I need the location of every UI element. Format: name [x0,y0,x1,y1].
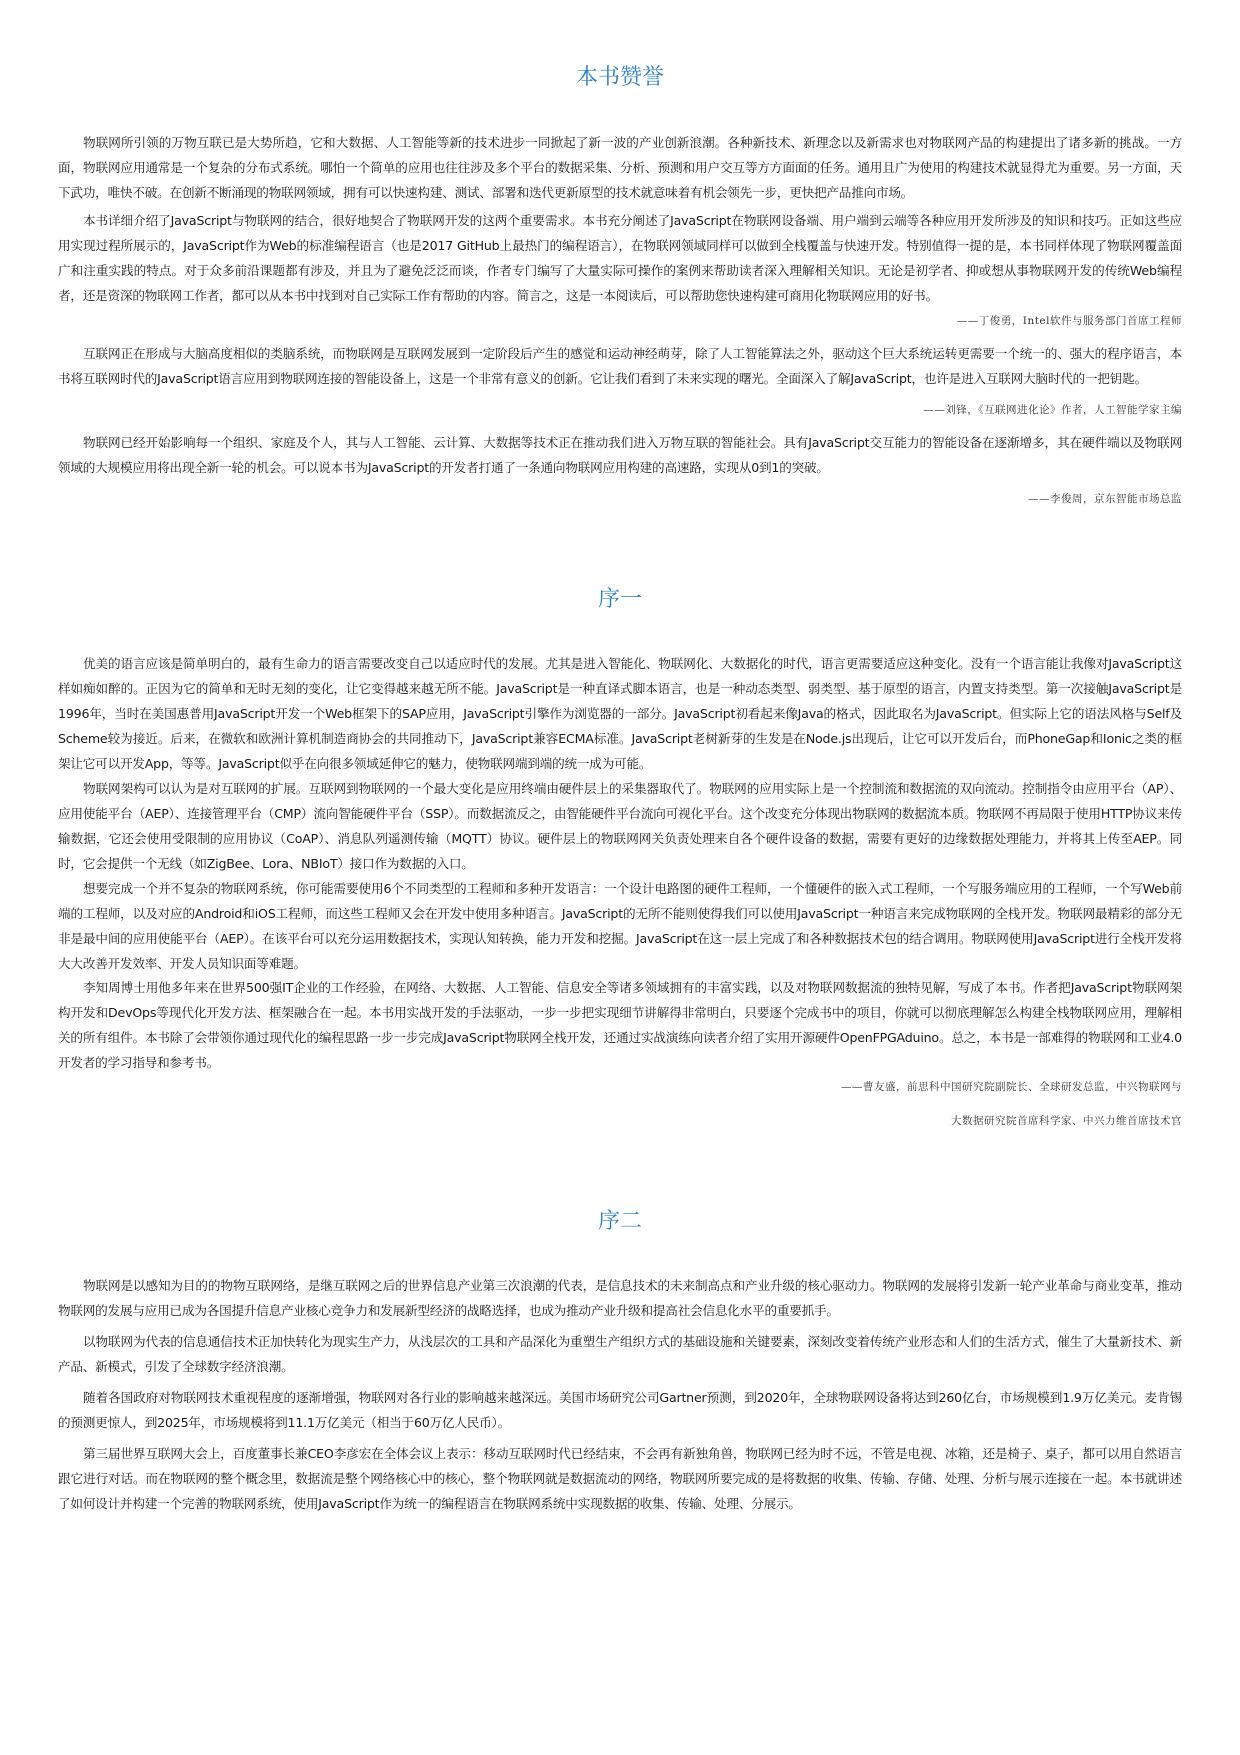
preface2-paragraph-1: 物联网是以感知为目的的物物互联网络，是继互联网之后的世界信息产业第三次浪潮的代表，是信息技术的未来制高点和产业升级的核心驱动力。物联网的发展将引发新一轮产业革命与商业变革，推动物联网的发展与应用已成为各国提升信息产业核心竞争力和发展新型经济的战略选择，也成为推动产业升级和提高社会信息化水平的重要抓手。 [58,1278,1182,1318]
praise-paragraph-3: 互联网正在形成与大脑高度相似的类脑系统，而物联网是互联网发展到一定阶段后产生的感觉和运动神经萌芽，除了人工智能算法之外，驱动这个巨大系统运转更需要一个统一的、强大的程序语言，本书将互联网时代的JavaScript语言应用到物联网连接的智能设备上，这是一个非常有意义的创新。它让我们看到了未来实现的曙光。全面深入了解JavaScript，也许是进入互联网大脑时代的一把钥匙。 [58,346,1182,386]
praise-paragraph-1: 物联网所引领的万物互联已是大势所趋，它和大数据、人工智能等新的技术进步一同掀起了新一波的产业创新浪潮。各种新技术、新理念以及新需求也对物联网产品的构建提出了诸多新的挑战。一方面，物联网应用通常是一个复杂的分布式系统。哪怕一个简单的应用也往往涉及多个平台的数据采集、分析、预测和用户交互等方方面面的任务。通用且广为使用的构建技术就显得尤为重要。另一方面，天下武功，唯快不破。在创新不断涌现的物联网领域，拥有可以快速构建、测试、部署和迭代更新原型的技术就意味着有机会领先一步，更快把产品推向市场。 [58,135,1182,200]
praise-paragraph-4: 物联网已经开始影响每一个组织、家庭及个人，其与人工智能、云计算、大数据等技术正在推动我们进入万物互联的智能社会。具有JavaScript交互能力的智能设备在逐渐增多，其在硬件端以及物联网领域的大规模应用将出现全新一轮的机会。可以说本书为JavaScript的开发者打通了一条通向物联网应用构建的高速路，实现从0到1的突破。 [58,435,1182,475]
preface1-signature-line-1: ——曹友盛，前思科中国研究院副院长、全球研发总监，中兴物联网与 [841,1081,1182,1093]
preface1-paragraph-1: 优美的语言应该是简单明白的，最有生命力的语言需要改变自己以适应时代的发展。尤其是进入智能化、物联网化、大数据化的时代，语言更需要适应这种变化。没有一个语言能让我像对JavaScript这样如痴如醉的。正因为它的简单和无时无刻的变化，让它变得越来越无所不能。JavaScript是一种直译式脚本语言，也是一种动态类型、弱类型、基于原型的语言，内置支持类型。第一次接触JavaScript是1996年，当时在美国惠普用JavaScript开发一个Web框架下的SAP应用，JavaScript引擎作为浏览器的一部分。JavaScript初看起来像Java的格式，因此取名为JavaScript。但实际上它的语法风格与Self及Scheme较为接近。后来，在微软和欧洲计算机制造商协会的共同推动下，JavaScript兼容ECMA标准。JavaScript老树新芽的生发是在Node.js出现后，让它可以开发后台，而PhoneGap和Ionic之类的框架让它可以开发App，等等。JavaScript似乎在向很多领域延伸它的魅力，使物联网端到端的统一成为可能。 [58,656,1182,771]
preface2-paragraph-4: 第三届世界互联网大会上，百度董事长兼CEO李彦宏在全体会议上表示：移动互联网时代已经结束，不会再有新独角兽，物联网已经为时不远，不管是电视、冰箱，还是椅子、桌子，都可以用自然语言跟它进行对话。而在物联网的整个概念里，数据流是整个网络核心中的核心，整个物联网就是数据流动的网络，物联网所要完成的是将数据的收集、传输、存储、处理、分析与展示连接在一起。本书就讲述了如何设计并构建一个完善的物联网系统，使用JavaScript作为统一的编程语言在物联网系统中实现数据的收集、传输、处理、分展示。 [58,1446,1182,1511]
praise-title: 本书赞誉 [575,65,664,90]
preface1-paragraph-3: 想要完成一个并不复杂的物联网系统，你可能需要使用6个不同类型的工程师和多种开发语言：一个设计电路图的硬件工程师，一个懂硬件的嵌入式工程师，一个写服务端应用的工程师，一个写Web前端的工程师，以及对应的Android和iOS工程师，而这些工程师又会在开发中使用多种语言。JavaScript的无所不能则使得我们可以使用JavaScript一种语言来完成物联网的全栈开发。物联网最精彩的部分无非是最中间的应用使能平台（AEP）。在该平台可以充分运用数据技术，实现认知转换，能力开发和挖掘。JavaScript在这一层上完成了和各种数据技术包的结合调用。物联网使用JavaScript进行全栈开发将大大改善开发效率、开发人员知识面等难题。 [58,881,1182,971]
preface1-paragraph-2: 物联网架构可以认为是对互联网的扩展。互联网到物联网的一个最大变化是应用终端由硬件层上的采集器取代了。物联网的应用实际上是一个控制流和数据流的双向流动。控制指令由应用平台（AP）、应用使能平台（AEP）、连接管理平台（CMP）流向智能硬件平台（SSP）。而数据流反之，由智能硬件平台流向可视化平台。这个改变充分体现出物联网的数据流本质。物联网不再局限于使用HTTP协议来传输数据，它还会使用受限制的应用协议（CoAP）、消息队列遥测传输（MQTT）协议。硬件层上的物联网网关负责处理来自各个硬件设备的数据，需要有更好的边缘数据处理能力，并将其上传至AEP。同时，它会提供一个无线（如ZigBee、Lora、NBIoT）接口作为数据的入口。 [58,781,1182,871]
praise-signature-1: ——丁俊勇，Intel软件与服务部门首席工程师 [956,315,1182,327]
preface2-paragraph-3: 随着各国政府对物联网技术重视程度的逐渐增强，物联网对各行业的影响越来越深远。美国市场研究公司Gartner预测，到2020年，全球物联网设备将达到260亿台，市场规模到1.9万亿美元。麦肯锡的预测更惊人，到2025年，市场规模将到11.1万亿美元（相当于60万亿人民币）。 [58,1390,1182,1430]
praise-signature-2: ——刘锋，《互联网进化论》作者，人工智能学家主编 [923,404,1182,416]
preface2-title: 序二 [597,1209,642,1234]
praise-paragraph-2: 本书详细介绍了JavaScript与物联网的结合，很好地契合了物联网开发的这两个重要需求。本书充分阐述了JavaScript在物联网设备端、用户端到云端等各种应用开发所涉及的知识和技巧。正如这些应用实现过程所展示的，JavaScript作为Web的标准编程语言（也是2017 GitHub上最热门的编程语言），在物联网领域同样可以做到全栈覆盖与快速开发。特别值得一提的是，本书同样体现了物联网覆盖面广和注重实践的特点。对于众多前沿课题都有涉及，并且为了避免泛泛而谈，作者专门编写了大量实际可操作的案例来帮助读者深入理解相关知识。无论是初学者、抑或想从事物联网开发的传统Web编程者，还是资深的物联网工作者，都可以从本书中找到对自己实际工作有帮助的内容。简言之，这是一本阅读后，可以帮助您快速构建可商用化物联网应用的好书。 [58,213,1182,303]
preface1-title: 序一 [597,587,642,612]
preface2-paragraph-2: 以物联网为代表的信息通信技术正加快转化为现实生产力，从浅层次的工具和产品深化为重塑生产组织方式的基础设施和关键要素，深刻改变着传统产业形态和人们的生活方式，催生了大量新技术、新产品、新模式，引发了全球数字经济浪潮。 [58,1334,1182,1374]
preface1-paragraph-4: 李知周博士用他多年来在世界500强IT企业的工作经验，在网络、大数据、人工智能、信息安全等诸多领域拥有的丰富实践，以及对物联网数据流的独特见解，写成了本书。作者把JavaScript物联网架构开发和DevOps等现代化开发方法、框架融合在一起。本书用实战开发的手法驱动，一步一步把实现细节讲解得非常明白，只要逐个完成书中的项目，你就可以彻底理解怎么构建全栈物联网应用，理解相关的所有组件。本书除了会带领你通过现代化的编程思路一步一步完成JavaScript物联网全栈开发，还通过实战演练向读者介绍了实用开源硬件OpenFPGAduino。总之，本书是一部难得的物联网和工业4.0开发者的学习指导和参考书。 [58,980,1182,1070]
preface1-signature-line-2: 大数据研究院首席科学家、中兴力维首席技术官 [951,1115,1182,1127]
praise-signature-3: ——李俊周，京东智能市场总监 [1028,493,1182,505]
